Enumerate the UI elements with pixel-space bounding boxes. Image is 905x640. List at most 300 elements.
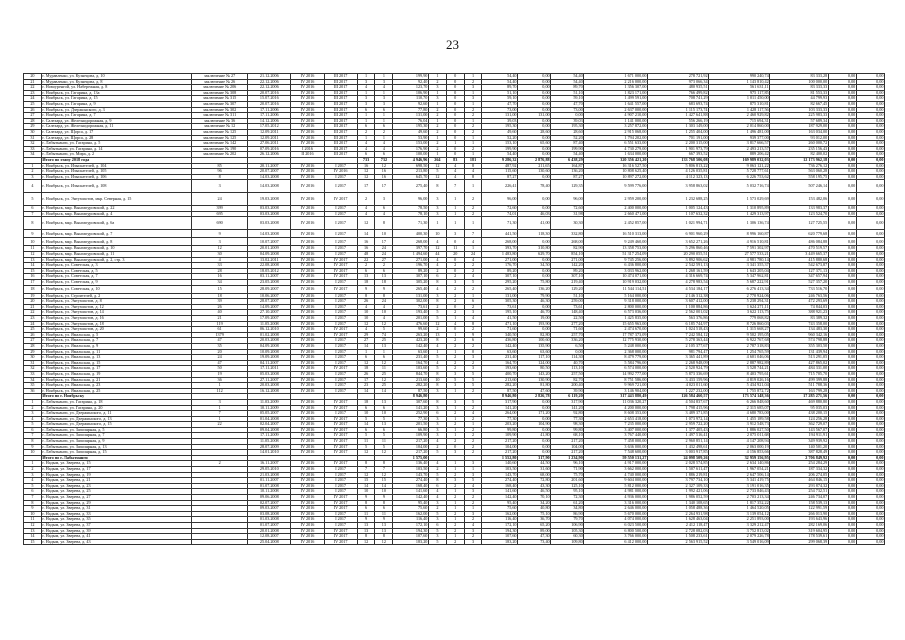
table-cell: 3 316 000,00 (584, 500, 648, 506)
table-cell: IV 2017 (324, 193, 357, 206)
table-cell: 1 (24, 461, 42, 467)
table-cell: 4 147 208,94 (709, 439, 770, 445)
table-cell: 1 483,80 (482, 252, 518, 258)
table-cell: IV 2016 (291, 528, 324, 534)
table-cell: 1 (464, 135, 482, 141)
table-cell: 246 763,56 (770, 293, 829, 299)
table-cell: IV 2016 (291, 439, 324, 445)
table-cell: 2 (464, 405, 482, 411)
table-cell: III 2017 (324, 152, 357, 158)
table-cell: 11 (357, 511, 375, 517)
table-cell: г. Салехард, ул. Железнодорожная, д. 9 (41, 118, 191, 124)
table-cell: 10 808 625,40 (584, 169, 648, 175)
table-cell: 0,00 (856, 129, 884, 135)
table-cell: 4 (24, 478, 42, 484)
table-cell: 6 (357, 152, 375, 158)
table-cell: 68,10 (551, 433, 584, 439)
table-cell: IV 2016 (291, 85, 324, 91)
table-cell: 89,70 (482, 85, 518, 91)
table-cell: 0,00 (856, 304, 884, 310)
table-cell: 104,90 (518, 422, 551, 428)
table-cell: 105,30 (551, 528, 584, 534)
table-cell: 0,00 (828, 304, 856, 310)
table-cell: 4 680 783,00 (709, 411, 770, 417)
table-cell: 0,00 (856, 90, 884, 96)
table-cell: 12 (24, 252, 42, 258)
table-cell: 5 (464, 280, 482, 286)
table-cell: IV 2016 (291, 129, 324, 135)
table-cell: 15 (375, 478, 393, 484)
table-cell: 9 (357, 495, 375, 501)
table-cell: 2 (428, 124, 446, 130)
table-cell: I 2017 (324, 238, 357, 246)
table-cell: 87,50 (482, 388, 518, 394)
table-cell: г. Ноябрьск, ул. Советская, д. 10 (41, 285, 191, 293)
table-cell: IV 2016 (291, 343, 324, 349)
table-cell: 6 (464, 338, 482, 344)
table-cell: 0,00 (828, 238, 856, 246)
table-cell: 9 286,32 (482, 157, 518, 163)
table-cell: 6 574 000,00 (584, 366, 648, 372)
table-cell: 499 399,88 (770, 377, 829, 383)
table-cell: 0,00 (828, 388, 856, 394)
table-cell: 3 607 412,00 (648, 299, 709, 305)
table-cell: 0,00 (518, 257, 551, 263)
table-cell: IV 2017 (324, 416, 357, 422)
table-cell: 71,30 (482, 217, 518, 230)
table-cell: 02.07.2007 (248, 500, 291, 506)
table-cell: 1 886 219,81 (648, 472, 709, 478)
table-cell: 12 (357, 174, 375, 180)
table-cell: 3 (446, 280, 464, 286)
table-cell: 8 (464, 321, 482, 327)
table-cell: 246 734,07 (770, 495, 829, 501)
table-cell: 2 079 226,78 (709, 534, 770, 540)
table-cell: 17.11.2006 (248, 113, 291, 119)
table-cell: 19,00 (518, 316, 551, 322)
table-cell: 8 (357, 534, 375, 540)
table-cell: 27 (375, 257, 393, 263)
table-cell: 307,10 (393, 274, 429, 280)
table-cell: IV 2017 (324, 444, 357, 450)
table-cell: 195,30 (482, 124, 518, 130)
table-cell: 6 (428, 411, 446, 417)
table-cell: 5 (24, 422, 42, 428)
table-cell: 0,00 (518, 152, 551, 158)
table-cell: 0 (446, 118, 464, 124)
table-cell: 0,00 (856, 180, 884, 193)
table-cell: 123 524,70 (770, 211, 829, 217)
table-cell: 78,10 (393, 211, 429, 217)
table-cell: IV 2016 (291, 169, 324, 175)
table-cell: 6 551 633,00 (584, 141, 648, 147)
table-cell: 1 643 205,04 (709, 268, 770, 274)
table-cell: 6 276 413,34 (709, 285, 770, 293)
table-cell: 15 655 963,00 (584, 321, 648, 327)
table-cell: IV 2016 (291, 124, 324, 130)
table-cell: 3 (464, 489, 482, 495)
table-cell: 78,50 (393, 206, 429, 212)
table-cell: 736 276,12 (770, 163, 829, 169)
table-cell: г. Лабытнанги, ул. Заполярная, д. 15 (41, 450, 191, 456)
table-cell: 43,30 (518, 483, 551, 489)
table-cell: IV 2016 (291, 299, 324, 305)
table-cell: IV 2016 (291, 285, 324, 293)
table-cell: 11.03.2009 (248, 399, 291, 405)
table-cell: 122 991,59 (770, 506, 829, 512)
table-cell: 3 489 371,85 (648, 411, 709, 417)
table-cell: 0,00 (856, 444, 884, 450)
table-cell: 34,50 (518, 263, 551, 269)
table-cell: 25 (24, 101, 42, 107)
table-cell: 472 293,69 (770, 299, 829, 305)
table-cell: 79,70 (551, 517, 584, 523)
table-cell: 0,00 (856, 135, 884, 141)
table-cell: 1 254 765,59 (709, 349, 770, 355)
table-cell: 9 249 460,00 (584, 238, 648, 246)
table-cell: III 2017 (324, 101, 357, 107)
table-cell: г. Ноябрьск, ул. Гагарина, д. 13а (41, 90, 191, 96)
table-cell: 4 (357, 327, 375, 333)
table-cell: 73,61 (482, 304, 518, 310)
table-cell: 4 601 046,06 (709, 355, 770, 361)
table-cell: 2 787 318,83 (709, 343, 770, 349)
table-cell: IV 2016 (291, 360, 324, 366)
table-cell: 2 (464, 107, 482, 113)
table-cell: 10 (357, 489, 375, 495)
table-cell: 1 427 641,88 (648, 113, 709, 119)
table-cell: 6 (357, 124, 375, 130)
table-cell: 0,00 (856, 257, 884, 263)
table-cell: 2 (446, 472, 464, 478)
table-cell: 3 817 666,57 (709, 141, 770, 147)
table-cell: 441,50 (482, 230, 518, 238)
table-cell: 507 246,14 (770, 180, 829, 193)
table-cell: 4 278 983,54 (648, 280, 709, 286)
table-cell: 46,70 (518, 310, 551, 316)
table-cell: 181 (464, 157, 482, 163)
table-cell: 103 333,33 (770, 107, 829, 113)
table-cell: 0,00 (828, 268, 856, 274)
table-cell: 04.09.2008 (248, 343, 291, 349)
table-cell: 0,00 (518, 416, 551, 422)
table-cell: III 2017 (324, 90, 357, 96)
table-cell: 0,00 (856, 355, 884, 361)
table-cell: 10.11.2008 (248, 489, 291, 495)
table-cell: 12 775 930,00 (584, 338, 648, 344)
table-cell: 134 483,30 (770, 327, 829, 333)
table-cell: 96 (192, 169, 248, 175)
table-cell: 0,00 (828, 230, 856, 238)
table-cell: IV 2016 (291, 411, 324, 417)
table-cell: 0,00 (856, 118, 884, 124)
table-cell: 59,10 (482, 96, 518, 102)
table-cell: I 2017 (324, 316, 357, 322)
table-cell: 0,00 (828, 321, 856, 327)
table-cell: IV 2016 (291, 371, 324, 377)
table-cell: 990 240,74 (709, 74, 770, 80)
table-cell: 47,70 (482, 101, 518, 107)
table-cell: 620 779,68 (770, 230, 829, 238)
table-cell: I 2017 (324, 246, 357, 252)
table-cell: 12 (428, 174, 446, 180)
table-cell: 28 (24, 343, 42, 349)
table-cell: 8 (375, 534, 393, 540)
table-cell: 399 (192, 206, 248, 212)
table-cell: 0 (446, 124, 464, 130)
table-cell: 5 (24, 483, 42, 489)
table-cell: 17 285 271,56 (770, 394, 829, 400)
table-cell: 268,00 (482, 238, 518, 246)
table-cell: г. Надым, ул. Зверева, д. 35 (41, 517, 191, 523)
table-cell: 0,00 (856, 478, 884, 484)
table-cell: 104,00 (393, 444, 429, 450)
table-cell: 1 455 189,58 (709, 416, 770, 422)
table-cell: 10 (428, 377, 446, 383)
table-cell: 4 316 669,74 (648, 274, 709, 280)
table-cell: 19 (24, 293, 42, 299)
table-cell: 1 794 202,00 (584, 135, 648, 141)
table-cell: 193 643,96 (770, 517, 829, 523)
table-cell: 16 (357, 163, 375, 169)
table-cell: 5 (464, 383, 482, 389)
table-cell: 129,35 (551, 180, 584, 193)
table-cell: 1 (192, 416, 248, 422)
table-cell: 305,30 (482, 299, 518, 305)
table-cell: I 2017 (324, 388, 357, 394)
table-cell: 1 (446, 349, 464, 355)
table-cell: 1 303 149,00 (648, 124, 709, 130)
table-cell: 124,00 (518, 360, 551, 366)
table-cell: 3 (428, 416, 446, 422)
table-cell: 5 812 000,00 (584, 483, 648, 489)
table-cell: 4 (357, 304, 375, 310)
table-cell: 141,20 (482, 405, 518, 411)
table-cell: 193,60 (482, 366, 518, 372)
table-cell: 0,00 (856, 383, 884, 389)
table-cell: 1 (375, 113, 393, 119)
table-cell: 8 946,80 (482, 394, 518, 400)
table-cell: 889 206,42 (709, 152, 770, 158)
table-cell: 0,00 (828, 511, 856, 517)
table-cell: 0,00 (518, 405, 551, 411)
table-cell: 63,60 (482, 349, 518, 355)
table-cell: 5 (464, 371, 482, 377)
table-cell: 194,30 (482, 528, 518, 534)
table-cell: 2 826,78 (518, 394, 551, 400)
table-cell: 0,00 (828, 478, 856, 484)
table-cell: г. Лабытнанги, ул. Дзержинского, д. 11 (41, 411, 191, 417)
table-cell: 476,60 (393, 321, 429, 327)
table-cell: 0,00 (828, 455, 856, 461)
table-row (24, 230, 885, 238)
table-cell: 172,10 (393, 522, 429, 528)
table-cell: 22 (357, 257, 375, 263)
table-cell: 60,30 (551, 534, 584, 540)
table-cell: 0,00 (856, 79, 884, 85)
table-cell: IV 2017 (324, 461, 357, 467)
table-cell: 2 (357, 193, 375, 206)
table-cell: 6 226 753,62 (709, 174, 770, 180)
table-cell: IV 2016 (291, 506, 324, 512)
table-cell: 7 458 000,00 (584, 439, 648, 445)
table-cell: 27 (357, 338, 375, 344)
table-cell: 1 (446, 405, 464, 411)
table-cell: 24 (192, 193, 248, 206)
table-cell: 4 981 780,14 (709, 257, 770, 263)
table-cell: 1 (428, 135, 446, 141)
table-cell: 2 (446, 274, 464, 280)
table-cell: 1 377 405,43 (648, 427, 709, 433)
table-cell: 03.03.2008 (248, 217, 291, 230)
table-cell: 4 (464, 483, 482, 489)
table-cell: IV 2016 (291, 461, 324, 467)
table-cell: 1 (446, 206, 464, 212)
table-cell: 89,00 (518, 528, 551, 534)
table-cell: 3 (192, 238, 248, 246)
table-cell: 3 (428, 388, 446, 394)
table-cell: IV 2016 (291, 467, 324, 473)
table-cell: 3 (375, 193, 393, 206)
table-cell: 4 (192, 257, 248, 263)
table-cell: 2 (446, 343, 464, 349)
table-cell: г. Салехард, ул. Железнодорожная, д. 11 (41, 124, 191, 130)
table-cell: 201,50 (393, 422, 429, 428)
table-cell: 01.03.2008 (248, 517, 291, 523)
table-cell: 135,90 (518, 343, 551, 349)
table-cell: 99,80 (551, 427, 584, 433)
table-cell: 213,80 (393, 169, 429, 175)
table-cell: 1 624 271,11 (709, 304, 770, 310)
table-cell: 0,00 (856, 500, 884, 506)
table-cell: IV 2016 (291, 193, 324, 206)
table-cell: 1 232 688,25 (648, 193, 709, 206)
table-cell: 77,30 (551, 416, 584, 422)
table-cell: III 2017 (324, 129, 357, 135)
table-cell: 28 (24, 118, 42, 124)
table-cell: 1 (375, 349, 393, 355)
table-cell: г. Ноябрьск, ул. Энтузиастов, мкр. Северная, д. 15 (41, 193, 191, 206)
table-cell: 83 389,32 (770, 316, 829, 322)
table-cell: г. Надым, ул. Зверева, д. 41 (41, 534, 191, 540)
table-cell: 2 (24, 405, 42, 411)
table-cell: 0,00 (518, 90, 551, 96)
table-cell: 32 959 156,95 (709, 455, 770, 461)
table-cell: 34 (24, 152, 42, 158)
table-cell: 24 (375, 246, 393, 252)
table-cell: 2 (464, 263, 482, 269)
table-cell: г. Лабытнанги, ул. Заполярная, д. 5 (41, 427, 191, 433)
table-cell: 12.08.2007 (248, 534, 291, 540)
table-cell: 54,40 (482, 74, 518, 80)
table-cell: 1 (464, 506, 482, 512)
table-cell: IV 2016 (291, 180, 324, 193)
table-cell: 0,00 (856, 141, 884, 147)
table-cell: 5 (357, 444, 375, 450)
table-cell: 2 264 931,98 (648, 511, 709, 517)
table-cell: 2 (428, 79, 446, 85)
table-cell: 0,00 (828, 422, 856, 428)
table-cell: 0,00 (828, 427, 856, 433)
table-cell: 2 105 377,67 (648, 343, 709, 349)
table-cell: 7 (357, 467, 375, 473)
table-cell: 513 291,05 (770, 355, 829, 361)
table-cell: 0,00 (828, 146, 856, 152)
table-cell: 83 (446, 157, 464, 163)
table-cell: I 2017 (324, 349, 357, 355)
table-cell: 3 (446, 450, 464, 456)
table-cell: 282,20 (393, 383, 429, 389)
table-cell: 2 315 685,07 (709, 405, 770, 411)
table-cell: 0,00 (856, 495, 884, 501)
table-cell: 68,00 (518, 472, 551, 478)
table-cell: IV 2017 (324, 285, 357, 293)
table-cell: 271,00 (482, 257, 518, 263)
table-cell: г. Ноябрьск, ул. Ямальская, д. 19 (41, 371, 191, 377)
table-cell: 0,00 (828, 79, 856, 85)
table-cell: 1 (464, 467, 482, 473)
table-cell: 12 (375, 377, 393, 383)
table-cell: г. Ноябрьск, ул. Ямальская, д. 25 (41, 388, 191, 394)
table-cell: 4 023 011,60 (648, 383, 709, 389)
table-cell: 436,80 (482, 338, 518, 344)
table-cell: 0 (446, 96, 464, 102)
table-cell: 6 (357, 427, 375, 433)
table-cell: 1 429 313,97 (709, 211, 770, 217)
table-cell: 1 499 591,00 (584, 96, 648, 102)
table-cell: 1 986 052,59 (648, 495, 709, 501)
table-cell: 715 694,31 (709, 118, 770, 124)
table-cell: 5 (464, 399, 482, 405)
table-cell: 131,00 (393, 113, 429, 119)
table-cell: 259,00 (551, 299, 584, 305)
table-cell: IV 2016 (291, 293, 324, 299)
table-cell: 31 (24, 135, 42, 141)
table-cell: 20.07.2007 (248, 169, 291, 175)
table-cell: 1 (446, 467, 464, 473)
table-cell: 141,20 (551, 405, 584, 411)
table-cell: 96,00 (393, 193, 429, 206)
table-cell: 0,00 (856, 321, 884, 327)
table-cell: 1 (446, 433, 464, 439)
table-cell: 470 519,57 (770, 246, 829, 252)
table-cell: 2 653 418,00 (584, 416, 648, 422)
table-cell: III 2017 (324, 118, 357, 124)
table-cell: 1 (357, 74, 375, 80)
table-cell: 0,00 (518, 450, 551, 456)
table-cell: 340,50 (482, 332, 518, 338)
table-cell: 2 (464, 427, 482, 433)
table-cell: 2 (357, 129, 375, 135)
table-cell: 124 256,28 (770, 416, 829, 422)
table-cell: 7 (375, 467, 393, 473)
table-cell: заключение № 302 (192, 107, 248, 113)
table-cell: 4 534 184,17 (648, 285, 709, 293)
table-cell: 0,00 (856, 455, 884, 461)
table-cell: 1 (446, 388, 464, 394)
table-cell: 04.11.2007 (248, 360, 291, 366)
table-cell: 2 (446, 263, 464, 269)
table-cell: 201,60 (551, 478, 584, 484)
table-cell: 0,00 (856, 534, 884, 540)
table-cell: 0,00 (828, 274, 856, 280)
table-cell: 16 (357, 246, 375, 252)
table-cell: 85 (192, 163, 248, 169)
table-cell: 2 (446, 522, 464, 528)
table-cell: 61,20 (551, 500, 584, 506)
table-cell: 22 (192, 422, 248, 428)
table-cell: 12 (375, 360, 393, 366)
